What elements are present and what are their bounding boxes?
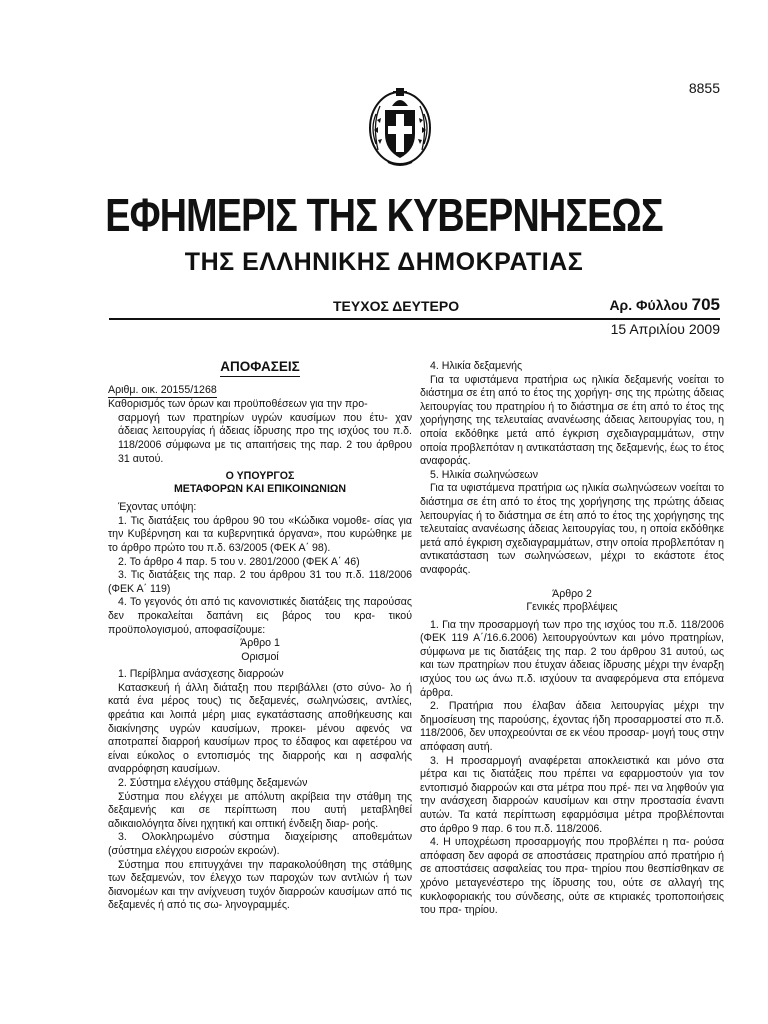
recital-4: 4. Το γεγονός ότι από τις κανονιστικές διατάξεις της παρούσας δεν προκαλείται δαπάνη εις βάρος του κρα- τικού προϋπολογισμού, αποφασίζουμε: bbox=[108, 596, 412, 636]
recital-3: 3. Τις διατάξεις της παρ. 2 του άρθρου 31 του π.δ. 118/2006 (ΦΕΚ Α΄ 119) bbox=[108, 569, 412, 595]
greek-coat-of-arms-icon bbox=[366, 84, 434, 168]
article-2-para-3: 3. Η προσαρμογή αναφέρεται αποκλειστικά και μόνο στα μέτρα και τις διατάξεις που πρέπει να εφαρμοστούν για τον εντοπισμό διαρροών και στα μέτρα που πρέ- πει να ληφθούν για την ανάσχεση διαρροών καυσίμων και στην προστασία έναντι αυτών. Τα κατά περίπτωση εφαρμόσιμα μέτρα προβλέπονται στο άρθρο 9 παρ. 6 του π.δ. 118/2006. bbox=[420, 754, 724, 835]
article-2-para-2: 2. Πρατήρια που έλαβαν άδεια λειτουργίας μέχρι την δημοσίευση της παρούσης, έχοντας ήδη προσαρμοστεί στο π.δ. 118/2006, δεν υποχρεούνται σε εκ νέου προσαρ- μογή τους στην απόφαση αυτή. bbox=[420, 700, 724, 754]
sheet-number-value: 705 bbox=[691, 295, 720, 314]
left-column bbox=[108, 360, 412, 913]
article-2-title: Γενικές προβλέψεις bbox=[526, 601, 618, 614]
decision-reference: Αριθμ. οικ. 20155/1268 bbox=[108, 384, 412, 399]
definition-5-text: Για τα υφιστάμενα πρατήρια ως ηλικία σωληνώσεων νοείται το διάστημα σε έτη από το έτος της χορήγησης της πρώτης άδειας λειτουργίας ή το διάστημα σε έτη από το έτος της χορήγησης της τελευταίας ανανέωσης άδειας λειτουργίας του, η οποία εκδόθηκε μετά από έγκριση σχεδιαγραμμάτων, στην οποία προβλεπόταν η αντικατάσταση των σωληνώσεων, μέχρι το εκάστοτε έτος αναφοράς. bbox=[420, 482, 724, 576]
issuing-authority bbox=[108, 470, 412, 495]
section-heading: ΑΠΟΦΑΣΕΙΣ bbox=[108, 360, 412, 374]
article-1-title: Ορισμοί bbox=[241, 650, 279, 663]
authority-line2: ΜΕΤΑΦΟΡΩΝ ΚΑΙ ΕΠΙΚΟΙΝΩΝΙΩΝ bbox=[173, 482, 347, 495]
definition-1-title: 1. Περίβλημα ανάσχεσης διαρροών bbox=[118, 668, 284, 681]
having-regard: Έχοντας υπόψη: bbox=[118, 501, 197, 514]
definition-2-text: Σύστημα που ελέγχει με απόλυτη ακρίβεια την στάθμη της δεξαμενής και σε περίπτωση που αυτή μεταβληθεί αδικαιολόγητα δίνει ηχητική και οπτική ένδειξη διαρ- ροής. bbox=[108, 790, 412, 830]
article-2-para-1: 1. Για την προσαρμογή των προ της ισχύος του π.δ. 118/2006 (ΦΕΚ 119 Α΄/16.6.2006) λειτουργούντων και μόνο πρατηρίων, σύμφωνα με τις διατάξεις της παρ. 2 του άρθρου 31 αυτού, ως και των πρατηρίων που έτυχαν άδειας ίδρυσης μέχρι την έναρξη ισχύος του ως άνω π.δ. ισχύουν τα αναφερόμενα στα επόμενα άρθρα. bbox=[420, 618, 724, 699]
issue-series: ΤΕΥΧΟΣ ΔΕΥΤΕΡΟ bbox=[333, 298, 460, 314]
gazette-subtitle: ΤΗΣ ΕΛΛΗΝΙΚΗΣ ΔΗΜΟΚΡΑΤΙΑΣ bbox=[184, 248, 584, 276]
article-2-label: Άρθρο 2 bbox=[552, 587, 592, 600]
definition-1-text: Κατασκευή ή άλλη διάταξη που περιβάλλει (στο σύνο- λο ή κατά ένα μέρος τους) τις δεξαμενές, σωληνώσεις, αντλίες, φρεάτια και λοιπά μέρη μιας εγκατάστασης αποθήκευσης και διακίνησης υγρών καυσίμων, προκει- μένου αφενός να αποτραπεί διαρροή καυσίμων προς το έδαφος και αφετέρου να είναι εύκολος ο εντοπισμός της διαρροής και η ασφαλής αναρρόφηση καυσίμων. bbox=[108, 681, 412, 776]
recital-1: 1. Τις διατάξεις του άρθρου 90 του «Κώδικα νομοθε- σίας για την Κυβέρνηση και τα κυβερνητικά όργανα», που κυρώθηκε με το άρθρο πρώτο του π.δ. 63/2005 (ΦΕΚ Α΄ 98). bbox=[108, 514, 412, 554]
definition-3-title: 3. Ολοκληρωμένο σύστημα διαχείρισης αποθεμάτων (σύστημα ελέγχου εισροών εκροών). bbox=[108, 831, 412, 857]
decision-subject-rest: σαρμογή των πρατηρίων υγρών καυσίμων που έτυ- χαν άδειας λειτουργίας ή άδειας ίδρυσης προ της ισχύος του π.δ. 118/2006 σύμφωνα με τις απαιτήσεις της παρ. 2 του άρθρου 31 αυτού. bbox=[118, 411, 412, 465]
article-2-para-4: 4. Η υποχρέωση προσαρμογής που προβλέπει η πα- ρούσα απόφαση δεν αφορά σε αποστάσεις πρατηρίου από πρατήριο ή σε αποστάσεις ασφαλείας του πρα- τηρίου που θεσπίσθηκαν σε χρόνο μεταγενέστερο της ίδρυσης του, ούτε σε αλλαγή της κυκλοφοριακής του σύνδεσης, ούτε σε κτιριακές τροποποιήσεις του πρα- τηρίου. bbox=[420, 836, 724, 917]
right-column bbox=[420, 360, 724, 918]
sheet-number bbox=[609, 295, 720, 315]
header-rule bbox=[109, 318, 720, 320]
definition-4-title: 4. Ηλικία δεξαμενής bbox=[430, 360, 523, 372]
definition-2-title: 2. Σύστημα ελέγχου στάθμης δεξαμενών bbox=[118, 777, 308, 790]
decision-subject-first: Καθορισμός των όρων και προϋποθέσεων για την προ- bbox=[108, 398, 368, 411]
definition-4-text: Για τα υφιστάμενα πρατήρια ως ηλικία δεξαμενής νοείται το διάστημα σε έτη από το έτος της χορήγη- σης της πρώτης άδειας λειτουργίας του πρατηρίου ή το διάστημα σε έτη από το έτος της χορήγησης της τελευταίας ανανέωσης άδειας λειτουργίας του, η οποία εκδόθηκε μετά από έγκριση σχεδιαγραμμάτων, στην οποία προβλεπόταν η αντικατάσταση της δεξαμενής, έως το έτος αναφοράς. bbox=[420, 373, 724, 468]
article-1-label: Άρθρο 1 bbox=[240, 637, 280, 650]
sheet-number-label: Αρ. Φύλλου bbox=[609, 297, 688, 313]
recital-2: 2. Το άρθρο 4 παρ. 5 του ν. 2801/2000 (ΦΕΚ Α΄ 46) bbox=[118, 555, 360, 568]
definition-5-title: 5. Ηλικία σωληνώσεων bbox=[430, 468, 538, 481]
gazette-title: ΕΦΗΜΕΡΙΣ ΤΗΣ ΚΥΒΕΡΝΗΣΕΩΣ bbox=[105, 189, 663, 241]
definition-3-text: Σύστημα που επιτυγχάνει την παρακολούθηση της στάθμης των δεξαμενών, τον έλεγχο των παροχών των αντλιών ή των διανομέων και την ανίχνευση τυχόν διαρροών καυσίμων από τις δεξαμενές ή από τις σω- ληνογραμμές. bbox=[108, 858, 412, 912]
page-number: 8855 bbox=[688, 80, 720, 96]
authority-line1: Ο ΥΠΟΥΡΓΟΣ bbox=[225, 470, 295, 483]
issue-date: 15 Απριλίου 2009 bbox=[610, 321, 720, 337]
